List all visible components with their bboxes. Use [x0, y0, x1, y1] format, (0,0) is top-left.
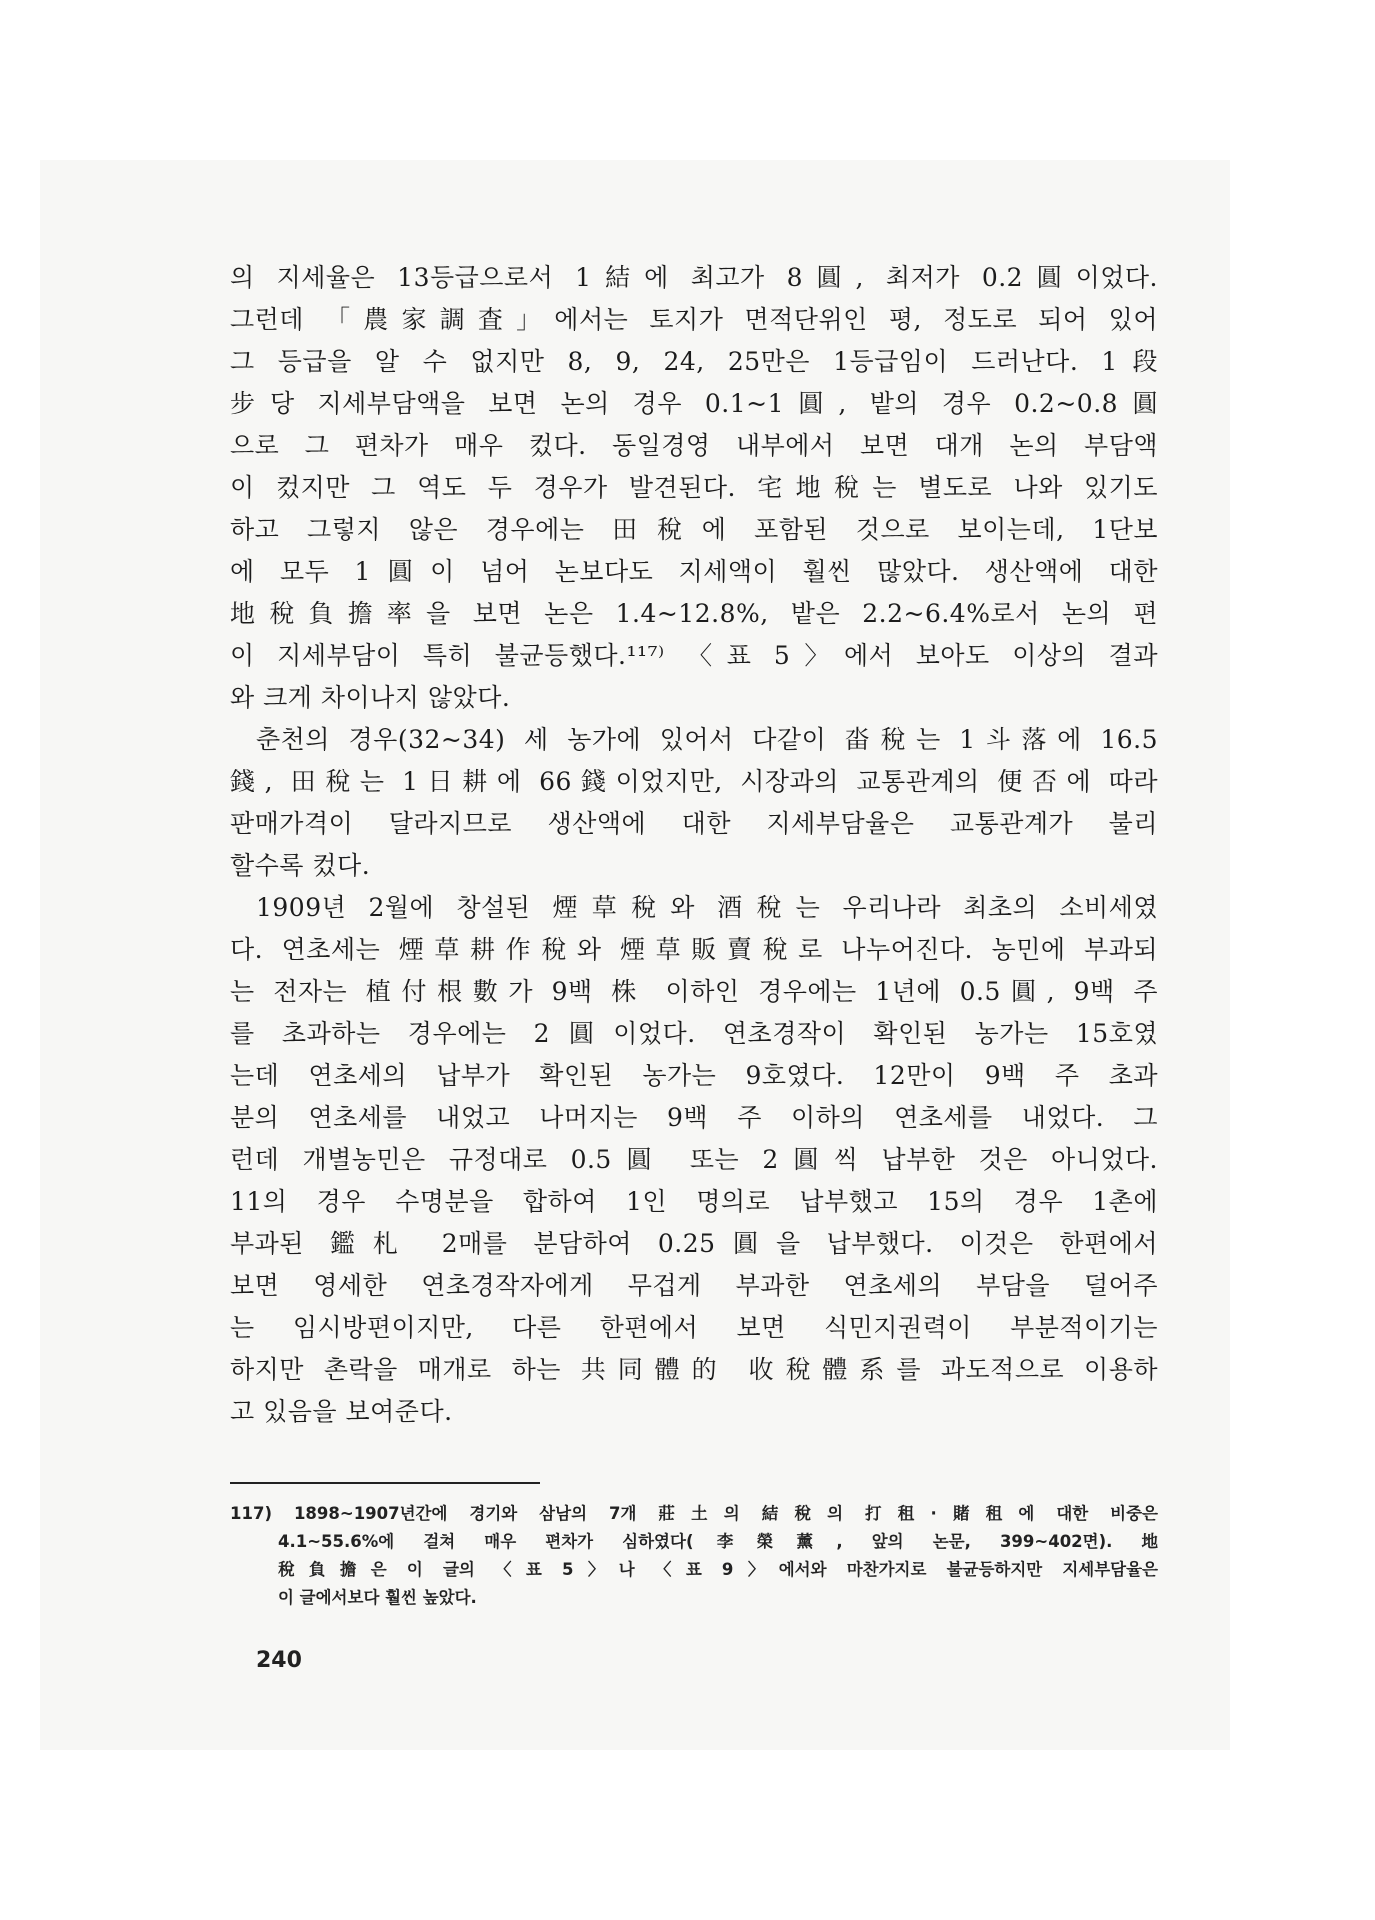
page-number: 240 [256, 1648, 302, 1673]
text-line: 는 전자는 植付根數가 9백 株 이하인 경우에는 1년에 0.5圓, 9백 주 [230, 977, 1158, 1006]
text-line: 에 모두 1圓이 넘어 논보다도 지세액이 훨씬 많았다. 생산액에 대한 [230, 557, 1158, 586]
text-line: 이 지세부담이 특히 불균등했다.¹¹⁷⁾ 〈표 5〉에서 보아도 이상의 결과 [230, 641, 1158, 670]
text-line: 부과된 鑑札 2매를 분담하여 0.25圓을 납부했다. 이것은 한편에서 [230, 1229, 1158, 1258]
text-line: 11의 경우 수명분을 합하여 1인 명의로 납부했고 15의 경우 1촌에 [230, 1187, 1158, 1216]
text-line: 런데 개별농민은 규정대로 0.5圓 또는 2圓씩 납부한 것은 아니었다. [230, 1145, 1158, 1174]
text-line: 이 컸지만 그 역도 두 경우가 발견된다. 宅地稅는 별도로 나와 있기도 [230, 473, 1158, 502]
footnote-line: 稅負擔은 이 글의 〈표 5〉나 〈표 9〉에서와 마찬가지로 불균등하지만 지세부담율은 [278, 1560, 1158, 1579]
footnote-line: 4.1~55.6%에 걸쳐 매우 편차가 심하였다(李榮薰, 앞의 논문, 399~402면). 地 [278, 1532, 1158, 1551]
paragraph-1 [230, 257, 1158, 719]
text-line: 하고 그렇지 않은 경우에는 田稅에 포함된 것으로 보이는데, 1단보 [230, 515, 1158, 544]
text-line: 다. 연초세는 煙草耕作稅와 煙草販賣稅로 나누어진다. 농민에 부과되 [230, 935, 1158, 964]
text-line: 와 크게 차이나지 않았다. [230, 683, 511, 712]
text-line: 그런데 「農家調査」에서는 토지가 면적단위인 평, 정도로 되어 있어 [230, 305, 1158, 334]
text-line: 보면 영세한 연초경작자에게 무겁게 부과한 연초세의 부담을 덜어주 [230, 1271, 1158, 1300]
footnote-line: 117) 1898~1907년간에 경기와 삼남의 7개 莊土의 結稅의 打租·賭租에 대한 비중은 [230, 1504, 1158, 1523]
body-text [230, 257, 1158, 1433]
text-line: 를 초과하는 경우에는 2圓이었다. 연초경작이 확인된 농가는 15호였 [230, 1019, 1158, 1048]
text-line: 으로 그 편차가 매우 컸다. 동일경영 내부에서 보면 대개 논의 부담액 [230, 431, 1158, 460]
text-line: 분의 연초세를 내었고 나머지는 9백 주 이하의 연초세를 내었다. 그 [230, 1103, 1158, 1132]
paragraph-2 [230, 719, 1158, 887]
text-line: 는데 연초세의 납부가 확인된 농가는 9호였다. 12만이 9백 주 초과 [230, 1061, 1158, 1090]
text-line: 錢, 田稅는 1日耕에 66錢이었지만, 시장과의 교통관계의 便否에 따라 [230, 767, 1158, 796]
text-line: 그 등급을 알 수 없지만 8, 9, 24, 25만은 1등급임이 드러난다. 1段 [230, 347, 1158, 376]
footnote-line: 이 글에서보다 훨씬 높았다. [278, 1588, 477, 1607]
text-line: 1909년 2월에 창설된 煙草稅와 酒稅는 우리나라 최초의 소비세였 [256, 893, 1158, 922]
footnote [230, 1500, 1158, 1612]
text-line: 의 지세율은 13등급으로서 1結에 최고가 8圓, 최저가 0.2圓이었다. [230, 263, 1158, 292]
text-line: 步당 지세부담액을 보면 논의 경우 0.1~1圓, 밭의 경우 0.2~0.8圓 [230, 389, 1158, 418]
text-line: 는 임시방편이지만, 다른 한편에서 보면 식민지권력이 부분적이기는 [230, 1313, 1158, 1342]
footnote-divider [230, 1482, 540, 1484]
text-line: 地稅負擔率을 보면 논은 1.4~12.8%, 밭은 2.2~6.4%로서 논의 편 [230, 599, 1158, 628]
text-line: 춘천의 경우(32~34) 세 농가에 있어서 다같이 畓稅는 1斗落에 16.5 [256, 725, 1158, 754]
text-line: 할수록 컸다. [230, 851, 371, 880]
text-line: 고 있음을 보여준다. [230, 1397, 453, 1426]
text-line: 하지만 촌락을 매개로 하는 共同體的 收稅體系를 과도적으로 이용하 [230, 1355, 1158, 1384]
text-line: 판매가격이 달라지므로 생산액에 대한 지세부담율은 교통관계가 불리 [230, 809, 1158, 838]
paragraph-3 [230, 887, 1158, 1433]
